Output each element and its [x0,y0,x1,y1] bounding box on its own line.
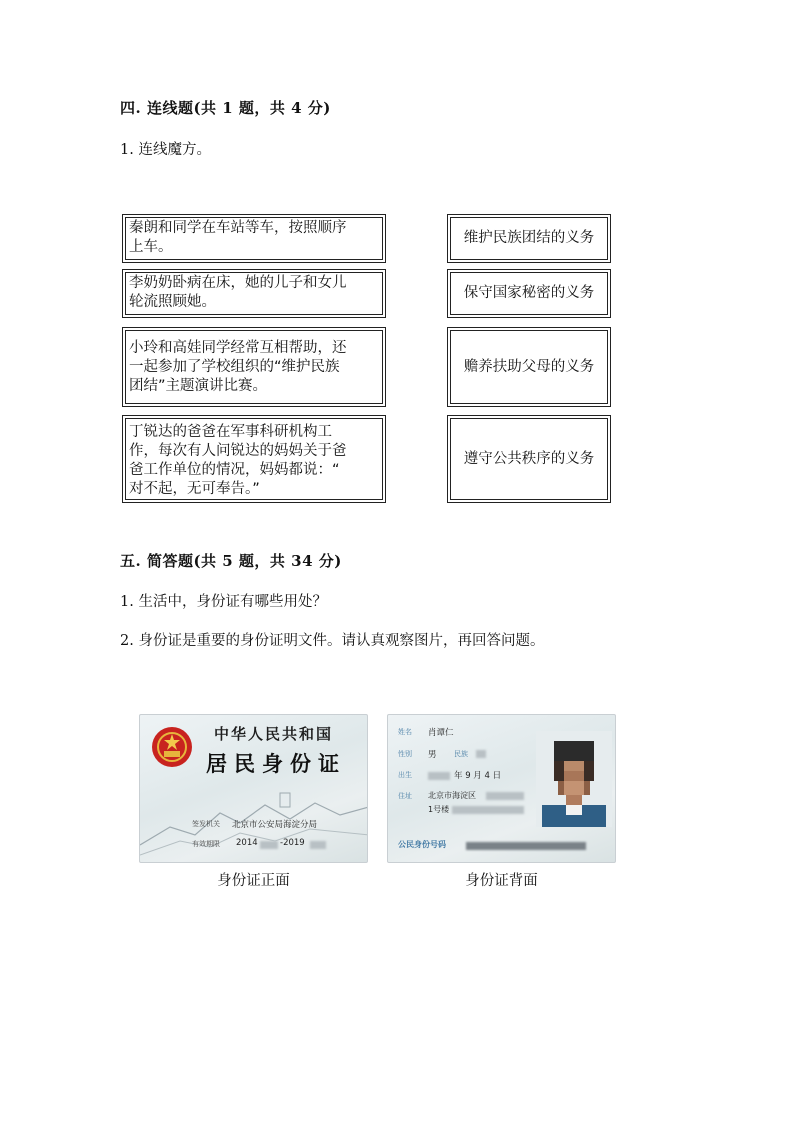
section5-question-1: 1. 生活中，身份证有哪些用处？ [120,594,327,610]
id-front-issuer-value: 北京市公安局海淀分局 [232,820,318,830]
right-item-4-label: 遵守公共秩序的义务 [450,418,608,500]
left-item-2-line-1: 李奶奶卧病在床，她的儿子和女儿 [129,275,347,291]
id-front-caption: 身份证正面 [217,873,290,889]
id-back-birth-redaction [428,772,450,780]
id-back-gender-label: 性别 [398,750,412,758]
id-back-name-value: 肖谭仁 [428,728,454,738]
left-item-4-line-1: 丁锐达的爸爸在军事科研机构工 [129,424,332,440]
id-back-address-redaction-1 [486,792,524,800]
left-item-4-line-2: 作，每次有人问锐达的妈妈关于爸 [129,443,347,459]
id-back-address-label: 住址 [398,792,412,800]
id-front-validity-redaction-1 [260,841,278,849]
id-photo-portrait [536,731,612,827]
id-front-validity-label: 有效期限 [192,840,220,848]
id-back-number-redaction [466,842,586,850]
section5-heading: 五. 简答题(共 5 题，共 34 分) [120,552,342,570]
left-item-4-line-4: 对不起，无可奉告。” [129,481,260,497]
id-front-issuer-label: 签发机关 [192,820,220,828]
id-card-back-image [387,714,616,863]
section5-question-2: 2. 身份证是重要的身份证明文件。请认真观察图片，再回答问题。 [120,633,545,649]
id-back-address-redaction-2 [452,806,524,814]
id-back-birth-value: 年 9 月 4 日 [454,771,502,781]
left-item-2[interactable] [122,269,386,318]
right-item-4[interactable] [447,415,611,503]
id-front-validity-redaction-2 [310,841,326,849]
left-item-3[interactable] [122,327,386,407]
id-back-name-label: 姓名 [398,728,412,736]
id-back-ethnicity-label: 民族 [454,750,468,758]
id-front-country: 中华人民共和国 [214,725,334,743]
id-front-validity-start: 2014 [236,838,258,848]
id-back-ethnicity-redaction [476,750,486,758]
section4-question: 1. 连线魔方。 [120,142,211,158]
id-back-caption: 身份证背面 [465,873,538,889]
id-back-birth-label: 出生 [398,771,412,779]
right-item-1[interactable] [447,214,611,263]
left-item-1-line-2: 上车。 [129,239,173,255]
right-item-3-label: 赡养扶助父母的义务 [450,330,608,404]
id-back-address-line-2: 1号楼 [428,805,450,814]
left-item-2-line-2: 轮流照顾她。 [129,294,216,310]
id-back-gender-value: 男 [428,750,437,760]
id-back-address-line-1: 北京市海淀区 [428,791,476,800]
right-item-1-label: 维护民族团结的义务 [450,217,608,260]
left-item-3-line-2: 一起参加了学校组织的“维护民族 [129,359,340,375]
id-card-front-image [139,714,368,863]
left-item-1[interactable] [122,214,386,263]
left-item-4-line-3: 爸工作单位的情况，妈妈都说：“ [129,462,340,478]
right-item-3[interactable] [447,327,611,407]
right-item-2-label: 保守国家秘密的义务 [450,272,608,315]
left-item-3-line-3: 团结”主题演讲比赛。 [129,378,268,394]
left-item-3-line-1: 小玲和高娃同学经常互相帮助，还 [129,340,347,356]
id-back-number-label: 公民身份号码 [398,840,446,849]
id-front-validity-end: -2019 [280,838,305,848]
id-front-title: 居民身份证 [206,751,346,776]
section4-heading: 四. 连线题(共 1 题，共 4 分) [120,99,331,117]
left-item-1-line-1: 秦朗和同学在车站等车，按照顺序 [129,220,347,236]
left-item-4[interactable] [122,415,386,503]
right-item-2[interactable] [447,269,611,318]
national-emblem-icon [150,725,194,769]
